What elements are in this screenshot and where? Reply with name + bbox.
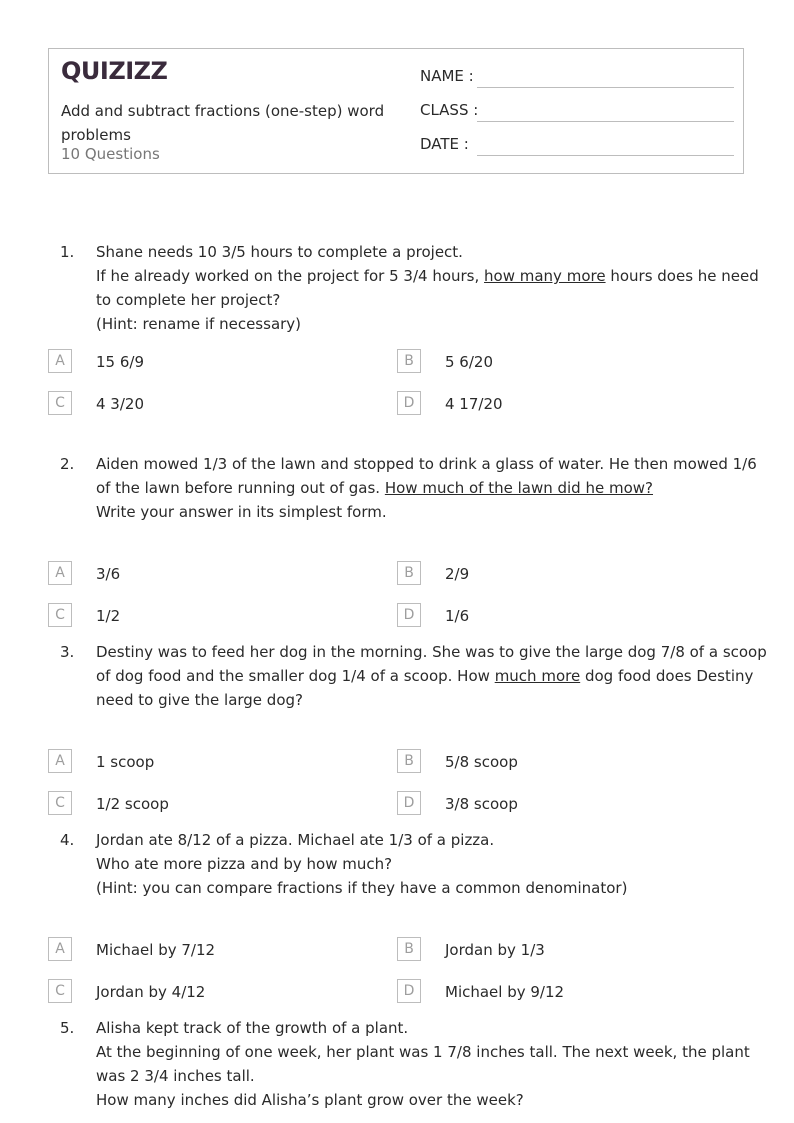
question-number: 1. xyxy=(60,243,75,261)
option-text: 1/6 xyxy=(445,607,470,625)
question-text-line xyxy=(96,1016,748,1040)
text-segment: was 2 3/4 inches tall. xyxy=(96,1067,255,1085)
answer-option-d[interactable] xyxy=(397,979,697,1005)
text-segment: hours does he need xyxy=(605,267,759,285)
text-segment: of the lawn before running out of gas. xyxy=(96,479,385,497)
answer-option-c[interactable] xyxy=(48,391,348,417)
question-number: 5. xyxy=(60,1019,75,1037)
quizizz-logo: QUIZIZZ xyxy=(61,57,168,85)
date-field[interactable] xyxy=(420,135,734,159)
option-text: 5 6/20 xyxy=(445,353,493,371)
option-letter-box[interactable]: C xyxy=(48,979,72,1003)
option-text: 15 6/9 xyxy=(96,353,144,371)
option-text: 3/6 xyxy=(96,565,121,583)
option-letter-box[interactable]: C xyxy=(48,791,72,815)
text-segment: Alisha kept track of the growth of a plant. xyxy=(96,1019,409,1037)
text-segment: (Hint: you can compare fractions if they have a common denominator) xyxy=(96,879,628,897)
answer-option-b[interactable] xyxy=(397,937,697,963)
option-text: Jordan by 4/12 xyxy=(96,983,206,1001)
underlined-phrase: much more xyxy=(494,667,581,685)
question-text-line xyxy=(96,664,754,688)
text-segment: Shane needs 10 3/5 hours to complete a project. xyxy=(96,243,463,261)
answer-option-d[interactable] xyxy=(397,603,697,629)
class-field[interactable] xyxy=(420,101,734,125)
answer-option-b[interactable] xyxy=(397,349,697,375)
name-label: NAME : xyxy=(420,67,474,85)
option-text: 4 17/20 xyxy=(445,395,503,413)
option-letter-box[interactable]: D xyxy=(397,391,421,415)
option-text: 1/2 xyxy=(96,607,121,625)
text-segment: If he already worked on the project for 5 3/4 hours, xyxy=(96,267,485,285)
text-segment: (Hint: rename if necessary) xyxy=(96,315,302,333)
question-text-line xyxy=(96,1064,748,1088)
option-letter-box[interactable]: C xyxy=(48,603,72,627)
question-text xyxy=(96,640,767,712)
answer-option-a[interactable] xyxy=(48,349,348,375)
worksheet-title: Add and subtract fractions (one-step) word problems xyxy=(61,102,385,144)
option-letter-box[interactable]: D xyxy=(397,979,421,1003)
question-text-line xyxy=(96,1040,748,1064)
question-text-line xyxy=(96,1088,748,1112)
text-segment: Who ate more pizza and by how much? xyxy=(96,855,393,873)
name-field[interactable] xyxy=(420,67,734,91)
answer-option-c[interactable] xyxy=(48,791,348,817)
text-segment: to complete her project? xyxy=(96,291,281,309)
question-text-line xyxy=(96,640,767,664)
option-letter-box[interactable]: A xyxy=(48,349,72,373)
option-text: 5/8 scoop xyxy=(445,753,518,771)
question-number: 2. xyxy=(60,455,75,473)
question-text-line xyxy=(96,312,748,336)
answer-option-a[interactable] xyxy=(48,749,348,775)
option-text: Jordan by 1/3 xyxy=(445,941,545,959)
question-text-line xyxy=(96,828,748,852)
text-segment: At the beginning of one week, her plant was 1 7/8 inches tall. The next week, the plant xyxy=(96,1043,750,1061)
option-text: 2/9 xyxy=(445,565,470,583)
text-segment: dog food does Destiny xyxy=(580,667,754,685)
question-text xyxy=(96,452,757,524)
text-segment: Jordan ate 8/12 of a pizza. Michael ate 1/3 of a pizza. xyxy=(96,831,495,849)
option-letter-box[interactable]: B xyxy=(397,749,421,773)
option-text: 1 scoop xyxy=(96,753,155,771)
question-text xyxy=(96,240,759,336)
text-segment: Write your answer in its simplest form. xyxy=(96,503,387,521)
answer-option-a[interactable] xyxy=(48,561,348,587)
answer-option-c[interactable] xyxy=(48,979,348,1005)
answer-option-c[interactable] xyxy=(48,603,348,629)
answer-option-d[interactable] xyxy=(397,791,697,817)
option-letter-box[interactable]: D xyxy=(397,791,421,815)
option-letter-box[interactable]: C xyxy=(48,391,72,415)
question-number: 3. xyxy=(60,643,75,661)
question-text-line xyxy=(96,452,757,476)
question-count: 10 Questions xyxy=(61,145,160,163)
question-text-line xyxy=(96,264,759,288)
name-line[interactable] xyxy=(477,87,734,88)
worksheet-header xyxy=(48,48,744,174)
text-segment: Destiny was to feed her dog in the morning. She was to give the large dog 7/8 of a scoop xyxy=(96,643,767,661)
class-line[interactable] xyxy=(477,121,734,122)
option-letter-box[interactable]: A xyxy=(48,749,72,773)
option-letter-box[interactable]: A xyxy=(48,937,72,961)
question-text xyxy=(96,1016,748,1112)
option-text: Michael by 7/12 xyxy=(96,941,216,959)
answer-option-b[interactable] xyxy=(397,749,697,775)
question-text-line xyxy=(96,876,748,900)
answer-option-b[interactable] xyxy=(397,561,697,587)
option-letter-box[interactable]: D xyxy=(397,603,421,627)
question-text-line xyxy=(96,240,748,264)
option-text: 3/8 scoop xyxy=(445,795,518,813)
option-text: Michael by 9/12 xyxy=(445,983,565,1001)
text-segment: Aiden mowed 1/3 of the lawn and stopped to drink a glass of water. He then mowed 1/6 xyxy=(96,455,757,473)
answer-option-d[interactable] xyxy=(397,391,697,417)
option-letter-box[interactable]: A xyxy=(48,561,72,585)
option-letter-box[interactable]: B xyxy=(397,349,421,373)
class-label: CLASS : xyxy=(420,101,479,119)
text-segment: How many inches did Alisha’s plant grow over the week? xyxy=(96,1091,524,1109)
text-segment: need to give the large dog? xyxy=(96,691,303,709)
date-line[interactable] xyxy=(477,155,734,156)
answer-option-a[interactable] xyxy=(48,937,348,963)
question-text xyxy=(96,828,748,900)
question-text-line xyxy=(96,500,748,524)
option-letter-box[interactable]: B xyxy=(397,937,421,961)
date-label: DATE : xyxy=(420,135,469,153)
underlined-phrase: how many more xyxy=(484,267,606,285)
underlined-phrase: How much of the lawn did he mow? xyxy=(384,479,653,497)
option-text: 4 3/20 xyxy=(96,395,144,413)
text-segment: of dog food and the smaller dog 1/4 of a scoop. How xyxy=(96,667,495,685)
question-text-line xyxy=(96,476,748,500)
question-text-line xyxy=(96,288,748,312)
option-text: 1/2 scoop xyxy=(96,795,169,813)
question-text-line xyxy=(96,688,748,712)
question-text-line xyxy=(96,852,748,876)
option-letter-box[interactable]: B xyxy=(397,561,421,585)
question-number: 4. xyxy=(60,831,75,849)
